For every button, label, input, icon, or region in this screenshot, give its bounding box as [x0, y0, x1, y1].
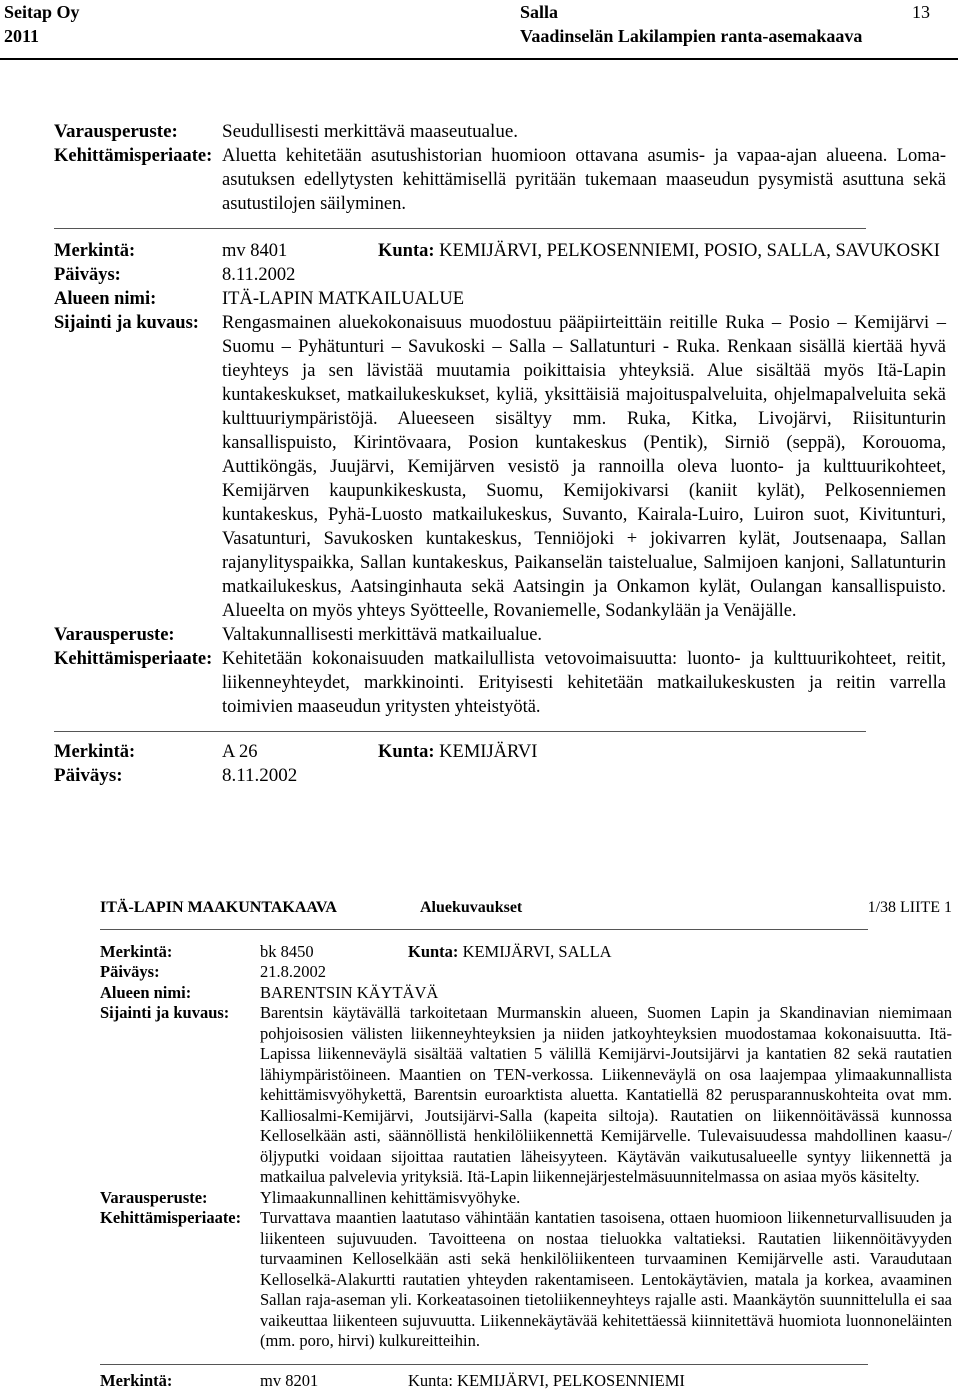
- document-title: ITÄ-LAPIN MAAKUNTAKAAVA: [100, 898, 420, 919]
- paivays-row: [54, 263, 946, 287]
- paivays-value: 8.11.2002: [222, 263, 946, 287]
- merkinta-value: mv 8401: [222, 239, 378, 263]
- report-year: 2011: [4, 24, 80, 48]
- entry-divider: [100, 929, 868, 930]
- municipality-name: Salla: [520, 0, 862, 24]
- page-number: 13: [912, 0, 930, 24]
- cut-bottom-kunta: Kunta: KEMIJÄRVI, PELKOSENNIEMI: [408, 1371, 685, 1390]
- alue-row: [54, 287, 946, 311]
- kunta-label: Kunta:: [408, 942, 458, 963]
- merkinta-value: bk 8450: [260, 942, 408, 963]
- kehittamis-label: Kehittämisperiaate:: [54, 647, 222, 671]
- sijainti-label: Sijainti ja kuvaus:: [54, 311, 222, 335]
- merkinta-row: [100, 942, 952, 963]
- document-section: Aluekuvaukset: [420, 898, 868, 919]
- sijainti-row: [100, 1003, 952, 1188]
- alue-row: [100, 983, 952, 1004]
- cut-top-value: Seudullisesti merkittävä maaseutualue.: [222, 121, 518, 142]
- cut-off-line-bottom: [54, 764, 946, 774]
- kehittamis-text: Turvattava maantien laatutaso vähintään kantatien tasoisena, ottaen huomioon liikenneturvallisuuden ja liikenteen sujuvuuden. Tavoitteena on nostaa tieluokka valtatieksi. Rautatien liikennöitävyyden turvaaminen Kelloselkään asti sekä henkilöliikenteen turvaaminen Kemijärvelle asti. Varaudutaan Kelloselkä-Alakurtti rautatien yhteyden rakentamiseen. Lentokäytävien, matala ja korkea, avaaminen Sallan raja-aseman yli. Korkeatasoinen tietoliikenneyhteys rajalle asti. Maankäytön suunnittelulla ei saa vaikeuttaa liikenteen sujuvuutta. Liikennekäytävää kehitettäessä kiinnitettävä huomiota luonnoneläinten (mm. poro, hirvi) kulkureitteihin.: [260, 1208, 952, 1352]
- merkinta-row: [54, 239, 946, 263]
- kehittamis-row: [100, 1208, 952, 1352]
- varaus-label: Varausperuste:: [54, 623, 222, 647]
- entry-divider: [54, 228, 866, 229]
- scanned-excerpt-2: [100, 898, 952, 1381]
- kunta-value: KEMIJÄRVI: [439, 740, 537, 764]
- paivays-row: [100, 962, 952, 983]
- cut-bottom-label: Merkintä:: [100, 1371, 260, 1391]
- merkinta-label: Merkintä:: [54, 239, 222, 263]
- plan-title: Vaadinselän Lakilampien ranta-asemakaava: [520, 24, 862, 48]
- cut-top-label: Varausperuste:: [54, 120, 222, 144]
- next-merkinta-row: [54, 740, 946, 764]
- alue-value: BARENTSIN KÄYTÄVÄ: [260, 983, 952, 1004]
- merkinta-value: A 26: [222, 740, 378, 764]
- paivays-value: 21.8.2002: [260, 962, 952, 983]
- varaus-row: [100, 1188, 952, 1209]
- sijainti-text: Barentsin käytävällä tarkoitetaan Murmanskin alueen, Suomen Lapin ja Skandinavian niemimaan pohjoisosien välisten liikenneyhteyksien ja niiden jatkoyhteyksien muodostamaa kokonaisuutta. Itä-Lapissa liikenneväylä sisältää valtatien 5 välillä Kemijärvi-Joutsijärvi ja kantatien 82 sekä rautatien lähiympäristöineen. Maantien on TEN-verkossa. Liikenneväylä on osa laajempaa ylimaakunnallista kehittämisvyöhykettä, Barentsin euroarktista aluetta. Kantatiellä 82 perusparannuskohteita ovat mm. Kalliosalmi-Kemijärvi, Joutsijärvi-Salla (kapeita siltoja). Rautatien on liikennöitävässä kunnossa Kelloselkään asti, säännöllistä henkilöliikennettä Kemijärvelle. Tulevaisuudessa mahdollinen kaasu-/öljyputki voidaan sijoittaa rautatien läheisyyteen. Käytävän vaikutusalueelle syntyy liikennettä ja matkailua palvelevia yrityksiä. Itä-Lapin liikennejärjestelmäsuunnitelmassa on asiaa myös käsitelty.: [260, 1003, 952, 1188]
- company-name: Seitap Oy: [4, 0, 80, 24]
- entry-divider: [100, 1364, 868, 1365]
- sijainti-label: Sijainti ja kuvaus:: [100, 1003, 260, 1024]
- merkinta-label: Merkintä:: [100, 942, 260, 963]
- alue-label: Alueen nimi:: [100, 983, 260, 1004]
- kehittamis-row: [54, 647, 946, 719]
- prev-kehittamis-row: [54, 144, 946, 216]
- varaus-value: Valtakunnallisesti merkittävä matkailualue.: [222, 623, 946, 647]
- cut-bottom-value: 8.11.2002: [222, 765, 297, 786]
- page-header: [0, 0, 960, 88]
- kunta-value: KEMIJÄRVI, PELKOSENNIEMI, POSIO, SALLA, SAVUKOSKI: [439, 239, 940, 263]
- paivays-label: Päiväys:: [54, 263, 222, 287]
- kehittamis-text: Aluetta kehitetään asutushistorian huomioon ottavana asumis- ja vapaa-ajan alueena. Loma-asutuksen edellytysten kehittämisellä pyritään tukemaan maaseudun pysymistä asuttuna sekä asutustilojen säilyminen.: [222, 144, 946, 216]
- alue-label: Alueen nimi:: [54, 287, 222, 311]
- cut-off-line-bottom: [100, 1371, 952, 1381]
- merkinta-label: Merkintä:: [54, 740, 222, 764]
- cut-bottom-label: Päiväys:: [54, 764, 222, 788]
- kunta-value: KEMIJÄRVI, SALLA: [463, 942, 612, 963]
- kunta-label: Kunta:: [378, 239, 435, 263]
- kehittamis-label: Kehittämisperiaate:: [100, 1208, 260, 1229]
- cut-off-line-top: [54, 130, 946, 144]
- entry-divider: [54, 731, 866, 732]
- varaus-label: Varausperuste:: [100, 1188, 260, 1209]
- kehittamis-label: Kehittämisperiaate:: [54, 144, 222, 168]
- document-title-row: [100, 898, 952, 919]
- kunta-label: Kunta:: [378, 740, 435, 764]
- sijainti-row: [54, 311, 946, 623]
- cut-bottom-value: mv 8201: [260, 1371, 408, 1391]
- header-left: [4, 0, 80, 48]
- kehittamis-text: Kehitetään kokonaisuuden matkailullista vetovoimaisuutta: luonto- ja kulttuurikohteet, reitit, liikenneyhteydet, markkinointi. Erityisesti kehitetään matkailukeskusten ja reitin varrella toimivien maaseudun yritysten yhteistyötä.: [222, 647, 946, 719]
- varaus-row: [54, 623, 946, 647]
- header-center: [520, 0, 862, 48]
- paivays-label: Päiväys:: [100, 962, 260, 983]
- document-page: 1/38 LIITE 1: [868, 898, 952, 919]
- scanned-excerpt-1: [54, 130, 946, 774]
- alue-value: ITÄ-LAPIN MATKAILUALUE: [222, 287, 946, 311]
- header-divider: [0, 58, 958, 60]
- sijainti-text: Rengasmainen aluekokonaisuus muodostuu pääpiirteittäin reitille Ruka – Posio – Kemijärvi – Suomu – Pyhätunturi – Savukoski – Salla – Sallatunturi - Ruka. Renkaan sisällä kiertää hyvä tieyhteys ja sen lävistää muutamia poikittaisia yhteyksiä. Alue sisältää myös Itä-Lapin kuntakeskukset, matkailukeskukset, kyliä, yksittäisiä majoituspalveluita, ohjelmapalveluita sekä kulttuuriympäristöjä. Alueeseen sisältyy mm. Ruka, Kitka, Livojärvi, Riisitunturin kansallispuisto, Kirintövaara, Posion kuntakeskus (Pentik), Sirniö (seppä), Korouoma, Auttiköngäs, Juujärvi, Kemijärven vesistö ja rannoilla oleva luonto- ja kulttuurikohteet, Kemijärven kaupunkikeskusta, Suomu, Kemijokivarsi (kaniit kylät), Pelkosenniemen kuntakeskus, Pyhä-Luosto matkailukeskus, Suvanto, Kairala-Luiro, Luiron suot, Kivitunturi, Vasatunturi, Savukosken kuntakeskus, Tenniöjoki + jokivarren kylät, Joutsenaapa, Sallan rajanylityspaikka, Sallan kuntakeskus, Paikanselän taistelualue, Salmijoen kanjoni, Sallatunturin matkailukeskus, Aatsinginhauta sekä Aatsingin ja Onkamon kylät, Oulangan kansallispuisto. Alueelta on myös yhteys Syötteelle, Rovaniemelle, Sodankylään ja Venäjälle.: [222, 311, 946, 623]
- varaus-value: Ylimaakunnallinen kehittämisvyöhyke.: [260, 1188, 952, 1209]
